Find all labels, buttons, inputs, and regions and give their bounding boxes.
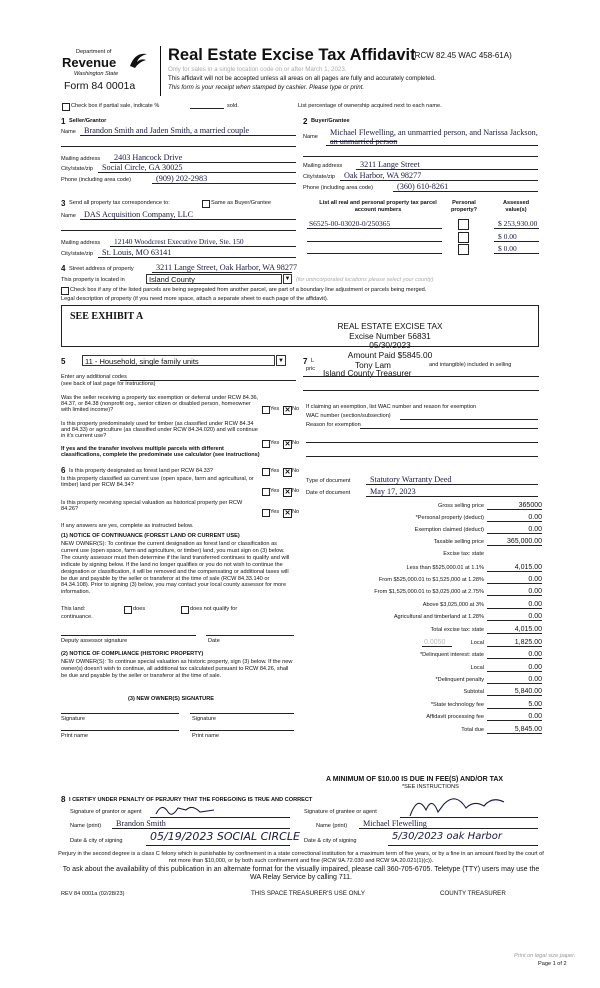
tax-row-line [487, 521, 542, 522]
tax-row-label: *Personal property (deduct) [415, 515, 484, 521]
buyer-city-label: City/state/zip [303, 174, 336, 180]
county-dropdown-arrow-icon[interactable]: ▼ [284, 276, 291, 282]
grantee-sig-label: Signature of grantee or agent [304, 809, 377, 815]
q4-no-label: No [292, 488, 300, 494]
tax-row-label: Taxable selling price [433, 539, 484, 545]
header-divider [160, 46, 161, 96]
assessed-value-1[interactable]: $ 253,930.00 [498, 219, 538, 228]
section-3-label: Send all property tax correspondence to: [69, 200, 170, 206]
owner-sig-label-2: Signature [192, 716, 216, 722]
tax-row-line [487, 671, 542, 672]
not-accepted-note: This affidavit will not be accepted unless all areas on all pages are fully and accurately completed. [168, 75, 436, 82]
grantor-print-name[interactable]: Brandon Smith [116, 819, 166, 828]
assessed-value-3[interactable]: $ 0.00 [498, 244, 517, 253]
tax-row-line [487, 620, 542, 621]
stamp-line-2: Excise Number 56831 [349, 330, 431, 341]
doc-type-label: Type of document [306, 478, 351, 484]
owner-print-label-1: Print name [61, 733, 89, 739]
tax-row-label: *Delinquent interest: state [419, 652, 484, 658]
tax-row-label: *State technology fee [430, 702, 484, 708]
notice-1-body: NEW OWNER(S): To continue the current designation as forest land or classification as current use (open space, farm and agriculture, or timber) land, you must sign on (3) below. The county assessor must then determine if the land transferred continues to qualify and will indicate by signing below. If the land no longer qualifies or you do not wish to continue the designation or classification, it will be removed and the compensating or additional taxes will be due and payable by the seller or transferor at the time of sale (RCW 84.33.140 or 84.34.108). Prior to signing (3) below, you may contact your local county assessor for more information. [61, 541, 290, 596]
q2-no-label: No [292, 440, 300, 446]
section-3-number: 3 [61, 199, 66, 208]
page-number: Page 1 of 2 [538, 961, 567, 967]
doc-date-label: Date of document [306, 490, 351, 496]
tax-row-value[interactable]: 0.00 [528, 601, 542, 608]
tax-row-label: Total due [461, 727, 484, 733]
continuance-label: continuance. [61, 614, 93, 620]
deputy-sig-label: Deputy assessor signature [61, 638, 128, 644]
q4-yes-label: Yes [270, 488, 280, 494]
same-as-buyer-checkbox[interactable] [202, 200, 210, 208]
tax-row-label: From $1,525,000.01 to $3,025,000 at 2.75% [374, 589, 484, 595]
stamp-line-6: Island County Treasurer [323, 368, 412, 378]
seller-title: Seller/Grantor [69, 118, 107, 124]
q2-yes-label: Yes [270, 440, 280, 446]
tax-row-value[interactable]: 0.00 [528, 651, 542, 658]
section-4-number: 4 [61, 264, 66, 273]
tax-row-value[interactable]: 0.00 [528, 514, 542, 521]
buyer-city[interactable]: Oak Harbor, WA 98277 [344, 171, 422, 180]
tax-row-value[interactable]: 1,825.00 [514, 639, 542, 646]
sec3-mail[interactable]: 12140 Woodcrest Executive Drive, Ste. 150 [114, 237, 244, 246]
buyer-title: Buyer/Grantee [311, 118, 350, 124]
sec3-name-label: Name [61, 213, 76, 219]
doc-date[interactable]: May 17, 2023 [370, 487, 416, 496]
segregated-label: Check box if any of the listed parcels are being segregated from another parcel, are part of a boundary line adjustment or parcels being merged. [70, 287, 427, 293]
notice-1-title: (1) NOTICE OF CONTINUANCE (FOREST LAND OR CURRENT USE) [61, 533, 240, 539]
tax-row-line [487, 646, 542, 647]
sec3-city-label: City/state/zip [61, 251, 94, 257]
q4-no-checkbox[interactable]: ✕ [284, 489, 291, 496]
tax-row-line [487, 545, 542, 546]
tax-row-label: Local [470, 640, 484, 646]
tax-row-label: Gross selling price [437, 503, 484, 509]
dept-revenue: Revenue [62, 55, 117, 70]
current-use-question: Is this property classified as current use (open space, farm and agricultural, or timber) land per RCW 84.34? [61, 476, 254, 489]
q4-yes-checkbox[interactable] [262, 488, 270, 496]
owner-sig-label-1: Signature [61, 716, 85, 722]
assessed-value-header: Assessed value(s) [502, 200, 530, 213]
county-note: (for unincorporated locations please select your county) [296, 277, 434, 283]
seller-city-label: City/state/zip [61, 166, 94, 172]
seller-phone-label: Phone (including area code) [61, 177, 131, 183]
section-6-number: 6 [61, 466, 66, 475]
partial-sale-checkbox[interactable] [62, 103, 70, 111]
buyer-phone[interactable]: (360) 610-8261 [397, 182, 449, 191]
stamp-line-3: 05/30/2023 [369, 340, 411, 351]
treasurer-use-only: THIS SPACE TREASURER'S USE ONLY [251, 890, 365, 897]
tax-row-value[interactable]: 5,845.00 [514, 726, 542, 733]
stamp-line-1: REAL ESTATE EXCISE TAX [337, 321, 443, 331]
form-number: Form 84 0001a [64, 80, 136, 92]
q3-yes-label: Yes [270, 468, 280, 474]
tax-row-value[interactable]: 0.00 [528, 576, 542, 583]
q1-yes-checkbox[interactable] [262, 406, 270, 414]
tax-row-value[interactable]: 365,000.00 [506, 538, 542, 545]
seller-name-label: Name [61, 129, 76, 135]
list-percentage-note: List percentage of ownership acquired next to each name. [298, 103, 442, 109]
tax-row-line [487, 533, 542, 534]
tax-row-value[interactable]: 0.00 [528, 526, 542, 533]
wac-label: WAC number (section/subsection) [306, 413, 391, 419]
tax-row-line [487, 633, 542, 634]
exemption-question: Was the seller receiving a property tax exemption or deferral under RCW 84.36, 84.37, or 84.38 (nonprofit org., senior citizen or disabled person, homeowner with limited income)? [61, 395, 259, 414]
q3-no-label: No [292, 468, 300, 474]
county-label: This property is located in [61, 277, 125, 283]
grantee-date-city[interactable]: 5/30/2023 oak Harbor [392, 831, 503, 842]
tax-row-label: Excise tax: state [443, 551, 484, 557]
seller-phone[interactable]: (909) 202-2983 [156, 174, 208, 183]
q5-yes-label: Yes [270, 509, 280, 515]
revenue-logo-icon [127, 50, 149, 70]
use-code-select[interactable]: 11 - Household, single family units [82, 355, 275, 366]
q5-yes-checkbox[interactable] [262, 509, 270, 517]
street-address[interactable]: 3211 Lange Street, Oak Harbor, WA 98277 [156, 263, 298, 272]
q2-yes-checkbox[interactable] [262, 440, 270, 448]
sec3-mail-label: Mailing address [61, 240, 101, 246]
tax-row-value[interactable]: 0.00 [528, 676, 542, 683]
tax-row-value[interactable]: 4,015.00 [514, 626, 542, 633]
section-7-fragment-1: L [311, 358, 315, 364]
accessibility-note: To ask about the availability of this publication in an alternate format for the visually impaired, please call 360-705-6705. Teletype (TTY) users may use the WA Relay Service by calling 711. [62, 866, 540, 881]
legal-desc-label: Legal description of property (if you need more space, attach a separate sheet to each page of the affidavit). [61, 296, 329, 302]
tax-row-value[interactable]: 5.00 [528, 701, 542, 708]
only-for-note: Only for sales in a single location code on or after March 1, 2023. [168, 66, 347, 73]
notice-2-title: (2) NOTICE OF COMPLIANCE (HISTORIC PROPERTY) [61, 651, 204, 657]
county-treasurer-label: COUNTY TREASURER [440, 890, 506, 897]
q5-no-checkbox[interactable]: ✕ [284, 510, 291, 517]
notice-3-title: (3) NEW OWNER(S) SIGNATURE [128, 696, 214, 702]
grantee-name-label: Name (print) [316, 823, 348, 829]
tax-row-label: Subtotal [463, 689, 484, 695]
q1-yes-label: Yes [270, 406, 280, 412]
historic-question: Is this property receiving special valuation as historical property per RCW 84.26? [61, 500, 243, 513]
section-1-number: 1 [61, 117, 66, 126]
q1-no-label: No [292, 406, 300, 412]
q3-no-checkbox[interactable]: ✕ [284, 469, 291, 476]
does-qualify-checkbox[interactable] [124, 606, 132, 614]
tax-row-value[interactable]: 365000 [518, 502, 542, 509]
partial-sale-sold: sold. [227, 103, 239, 109]
sec3-city[interactable]: St. Louis, MO 63141 [102, 248, 172, 257]
tax-row-label: Above $3,025,000 at 3% [422, 602, 484, 608]
q1-no-checkbox[interactable]: ✕ [284, 407, 291, 414]
tax-row-label: Exemption claimed (deduct) [414, 527, 484, 533]
not-qualify-checkbox[interactable] [181, 606, 189, 614]
tax-row-line [487, 608, 542, 609]
grantor-sig-label: Signature of grantor or agent [70, 809, 142, 815]
form-revision: REV 84 0001a (02/28/23) [61, 891, 125, 897]
grantee-date-label: Date & city of signing [304, 838, 357, 844]
tax-row-value[interactable]: 0.00 [528, 613, 542, 620]
street-label: Street address of property [69, 266, 134, 272]
buyer-name-line1[interactable]: Michael Flewelling, an unmarried person, and Narissa Jackson, [330, 128, 538, 137]
tax-row-label: Affidavit processing fee [426, 714, 484, 720]
perjury-statement: Perjury in the second degree is a class C felony which is punishable by confinement in a state correctional institution for a maximum term of five years, or by a fine in an amount fixed by the court of not more than $10,000, or by both such confinement and fine (RCW 9A.72.030 and RCW 9A.20.021(1)(c)). [58, 851, 544, 864]
county-select[interactable]: Island County [146, 274, 282, 284]
same-as-buyer-label: Same as Buyer/Grantee [211, 200, 272, 206]
grantee-signature[interactable] [404, 790, 514, 820]
tax-row-line [487, 720, 542, 721]
section-7-fragment-2: pric [306, 366, 316, 372]
tax-row-label: *Delinquent penalty [435, 677, 484, 683]
section-7-number: 7 [303, 357, 308, 366]
certify-title: I CERTIFY UNDER PENALTY OF PERJURY THAT THE FOREGOING IS TRUE AND CORRECT [69, 797, 313, 803]
local-rate: 0.0050 [424, 639, 446, 646]
seller-mail[interactable]: 2403 Hancock Drive [114, 153, 183, 162]
buyer-name-line2[interactable]: an unmarried person [330, 137, 398, 146]
legal-paper-note: Print on legal size paper. [514, 953, 576, 959]
seller-name[interactable]: Brandon Smith and Jaden Smith, a married couple [84, 126, 250, 135]
if-any-yes-note: If any answers are yes, complete as instructed below. [61, 523, 194, 529]
buyer-mail[interactable]: 3211 Lange Street [360, 160, 420, 169]
grantor-date-city[interactable]: 05/19/2023 SOCIAL CIRCLE [150, 830, 300, 843]
grantor-name-label: Name (print) [70, 823, 102, 829]
parcel-col-header: List all real and personal property tax parcel account numbers [319, 200, 437, 213]
tax-row-line [487, 571, 542, 572]
tax-row-label: Total excise tax: state [430, 627, 484, 633]
receipt-note: This form is your receipt when stamped by cashier. Please type or print. [168, 84, 365, 91]
segregated-checkbox[interactable] [61, 287, 69, 295]
reason-label: Reason for exemption [306, 422, 361, 428]
seller-mail-label: Mailing address [61, 156, 101, 162]
timber-question: Is this property predominately used for timber (as classified under RCW 84.34 and 84.33) or agriculture (as classified under RCW 84.34.020) and will continue in it's current use? [61, 421, 258, 440]
section-5-number: 5 [61, 357, 66, 366]
seller-city[interactable]: Social Circle, GA 30025 [102, 163, 183, 172]
doc-type[interactable]: Statutory Warranty Deed [370, 475, 452, 484]
section-7-suffix: and intangible) included in selling [429, 362, 512, 368]
not-qualify-label: does not qualify for [190, 606, 238, 612]
minimum-due-note: A MINIMUM OF $10.00 IS DUE IN FEE(S) AND/OR TAX [326, 776, 504, 783]
tax-row-line [487, 733, 542, 734]
partial-sale-label: Check box if partial sale, indicate % [71, 103, 160, 109]
buyer-name-label: Name [303, 134, 318, 140]
tax-row-value[interactable]: 4,015.00 [514, 564, 542, 571]
tax-row-value[interactable]: 0.00 [528, 664, 542, 671]
see-instructions-note: *SEE INSTRUCTIONS [402, 784, 459, 790]
tax-row-label: Local [470, 665, 484, 671]
see-back-note: (see back of last page for instructions) [61, 381, 156, 387]
tax-row-line [487, 683, 542, 684]
tax-row-line [487, 708, 542, 709]
q3-yes-checkbox[interactable] [262, 468, 270, 476]
exhibit-text: SEE EXHIBIT A [70, 311, 144, 322]
form-rcw: (RCW 82.45 WAC 458-61A) [412, 51, 512, 60]
additional-codes-label: Enter any additional codes [61, 374, 127, 380]
exemption-claim-label: If claiming an exemption, list WAC number and reason for exemption [306, 404, 477, 410]
tax-row-value[interactable]: 0.00 [528, 713, 542, 720]
tax-row-line [487, 509, 542, 510]
personal-property-checkbox-1[interactable] [458, 219, 469, 230]
parcel-number-1[interactable]: S6525-00-03020-0/250365 [309, 219, 391, 228]
q5-no-label: No [292, 509, 300, 515]
sec3-name[interactable]: DAS Acquisition Company, LLC [84, 210, 194, 219]
notice-2-body: NEW OWNER(S): To continue special valuation as historic property, sign (3) below. If the new owner(s) doesn't wish to continue, all additional tax calculated pursuant to RCW 84.26, shall be due and payable by the seller or transferor at the time of sale. [61, 659, 293, 679]
grantee-print-name[interactable]: Michael Flewelling [363, 819, 427, 828]
personal-property-checkbox-2[interactable] [458, 232, 469, 243]
use-code-dropdown-arrow-icon[interactable]: ▼ [276, 355, 286, 366]
tax-row-line [487, 658, 542, 659]
stamp-line-5: Tony Lam [355, 360, 391, 370]
assessed-value-2[interactable]: $ 0.00 [498, 232, 517, 241]
q2-no-checkbox[interactable]: ✕ [284, 441, 291, 448]
deputy-date-label: Date [208, 638, 220, 644]
tax-row-label: From $525,000.01 to $1,525,000 at 1.28% [378, 577, 484, 583]
does-label: does [133, 606, 146, 612]
owner-print-label-2: Print name [192, 733, 220, 739]
personal-property-checkbox-3[interactable] [458, 244, 469, 255]
dept-label: Department of [76, 49, 112, 55]
buyer-phone-label: Phone (including area code) [303, 185, 373, 191]
stamp-line-4: Amount Paid $5845.00 [347, 349, 433, 360]
forest-question: Is this property designated as forest land per RCW 84.33? [69, 468, 213, 474]
dept-state: Washington State [74, 71, 119, 77]
grantor-date-label: Date & city of signing [70, 838, 123, 844]
tax-row-line [487, 583, 542, 584]
form-title: Real Estate Excise Tax Affidavit [168, 46, 416, 64]
tax-row-label: Agricultural and timberland at 1.28% [393, 614, 484, 620]
tax-row-value[interactable]: 0.00 [528, 588, 542, 595]
tax-row-value[interactable]: 5,840.00 [514, 688, 542, 695]
treasurer-stamp [322, 322, 458, 360]
section-8-number: 8 [61, 795, 66, 804]
buyer-mail-label: Mailing address [303, 163, 343, 169]
tax-row-line [487, 695, 542, 696]
personal-property-header: Personal property? [450, 200, 478, 213]
tax-row-label: Less than $525,000.01 at 1.1% [406, 565, 484, 571]
tax-row-line [487, 595, 542, 596]
section-2-number: 2 [303, 117, 308, 126]
this-land-label: This land: [61, 606, 86, 612]
timber-note: If yes and the transfer involves multiple parcels with different classifications, complete the predominate use calculator (see instructions) [61, 446, 260, 459]
